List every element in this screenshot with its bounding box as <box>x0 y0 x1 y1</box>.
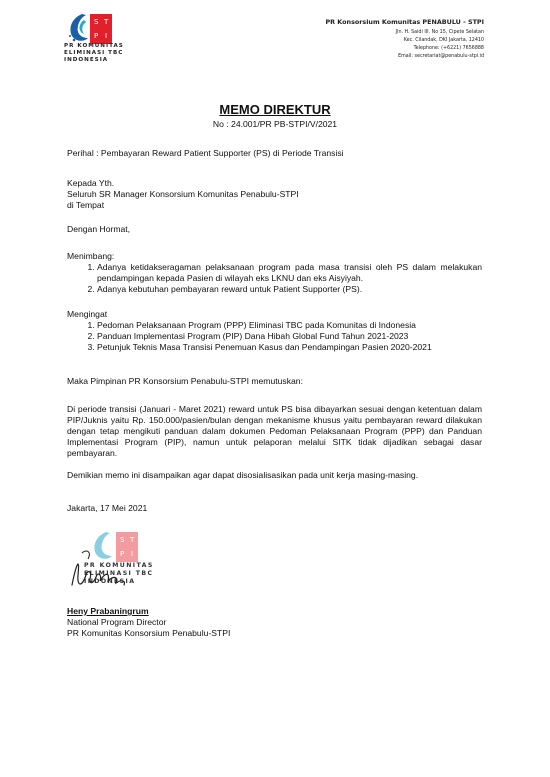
memo-number: No : 24.001/PR PB-STPI/V/2021 <box>212 119 338 129</box>
mengingat-heading: Mengingat <box>67 309 108 319</box>
place-date: Jakarta, 17 Mei 2021 <box>67 503 148 513</box>
recipient-line-2: Seluruh SR Manager Konsorsium Komunitas Penabulu-STPI <box>67 189 299 199</box>
stamp-caption-line: INDONESIA <box>84 578 136 585</box>
stamp-letter-t: T <box>130 536 135 544</box>
menimbang-heading: Menimbang: <box>67 251 115 261</box>
letterhead-address <box>325 18 484 61</box>
list-item: 2. Panduan Implementasi Program (PIP) Dana Hibah Global Fund Tahun 2021-2023 <box>97 331 482 342</box>
email-line: Email: secretariat@penabulu-stpi.id <box>398 54 484 59</box>
logo-caption <box>64 43 124 64</box>
address-line-1: Jln. H. Saidi III. No 15, Cipete Selatan <box>395 30 484 35</box>
decision-body: Di periode transisi (Januari - Maret 2021) reward untuk PS bisa dibayarkan sesuai dengan ketentuan dalam PIP/Juknis yaitu Rp. 150.000/pasien/bulan dengan mekanisme khusus yaitu pembayaran reward dilakukan dengan tetap mengikuti panduan dalam dokumen Pedoman Pelaksanaan Program (PPP) dan Panduan Implementasi Program (PIP), namun untuk pelaporan melalui SITK tidak dijadikan sebagai dasar pembayaran. <box>67 404 482 458</box>
logo-letter-t: T <box>104 18 109 26</box>
recipient-block <box>67 178 299 211</box>
stamp-letter-i: I <box>131 550 134 558</box>
recipient-line-1: Kepada Yth. <box>67 178 115 188</box>
logo-letter-i: I <box>105 32 108 40</box>
closing-line: Demikian memo ini disampaikan agar dapat disosialisasikan pada unit kerja masing-masing. <box>67 470 419 480</box>
phone-line: Telephone: (+6221) 7656888 <box>413 46 484 51</box>
stamp-caption-line: ELIMINASI TBC <box>84 570 154 577</box>
decision-intro: Maka Pimpinan PR Konsorsium Penabulu-STPI memutuskan: <box>67 376 303 386</box>
signer-org: PR Komunitas Konsorsium Penabulu-STPI <box>67 628 231 638</box>
memo-title: MEMO DIREKTUR <box>219 102 331 117</box>
mengingat-list <box>67 320 482 353</box>
mengingat-section <box>67 309 482 353</box>
logo-letter-s: S <box>94 18 99 26</box>
org-name: PR Konsorsium Komunitas PENABULU - STPI <box>325 18 484 26</box>
stamp-caption-line: PR KOMUNITAS <box>84 562 154 569</box>
recipient-line-3: di Tempat <box>67 200 105 210</box>
list-item: 1. Adanya ketidakseragaman pelaksanaan program pada masa transisi oleh PS dalam melakukan pendampingan kepada Pasien di wilayah eks LKNU dan eks Aisyiyah. <box>97 262 482 284</box>
address-line-2: Kec. Cilandak, DKI Jakarta, 12410 <box>403 38 484 43</box>
menimbang-section <box>67 251 482 295</box>
list-item: 2. Adanya kebutuhan pembayaran reward untuk Patient Supporter (PS). <box>97 284 482 295</box>
logo-letter-p: P <box>94 32 99 40</box>
signer-block <box>67 606 230 639</box>
logo-caption-line: PR KOMUNITAS <box>64 43 124 49</box>
logo-caption-line: ELIMINASI TBC <box>64 50 124 56</box>
list-item: 1. Pedoman Pelaksanaan Program (PPP) Eliminasi TBC pada Komunitas di Indonesia <box>97 320 482 331</box>
lung-swirl-icon <box>69 14 88 41</box>
stamp-letter-p: P <box>120 550 125 558</box>
stpi-logo <box>64 12 126 46</box>
menimbang-list <box>67 262 482 295</box>
perihal-line: Perihal : Pembayaran Reward Patient Supporter (PS) di Periode Transisi <box>67 148 344 158</box>
stamp-letter-s: S <box>120 536 125 544</box>
logo-caption-line: INDONESIA <box>64 57 109 63</box>
signer-position: National Program Director <box>67 617 167 627</box>
signer-name: Heny Prabaningrum <box>67 606 149 616</box>
greeting: Dengan Hormat, <box>67 224 131 234</box>
list-item: 3. Petunjuk Teknis Masa Transisi Penemuan Kasus dan Pendampingan Pasien 2020-2021 <box>97 342 482 353</box>
handwritten-signature <box>66 535 161 595</box>
